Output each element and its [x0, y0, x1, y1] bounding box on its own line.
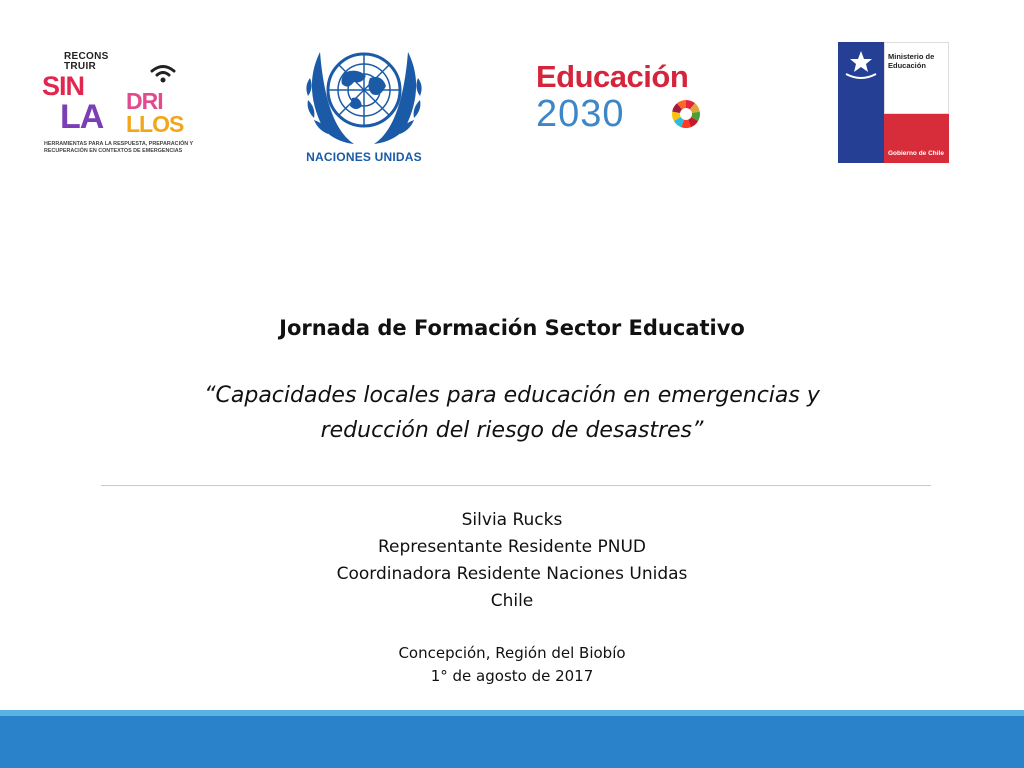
footer-bar	[0, 716, 1024, 768]
ministerio-educacion-logo	[838, 42, 949, 163]
logo-strip	[0, 0, 1024, 190]
logo-llos: LLOS	[126, 111, 184, 137]
presenter-block	[0, 507, 1024, 615]
presenter-role-2: Coordinadora Residente Naciones Unidas	[336, 564, 688, 584]
logo-la: LA	[60, 98, 104, 136]
educacion-text: Educación	[536, 59, 689, 94]
reconstruir-sin-ladrillos-logo	[40, 50, 210, 160]
subtitle-line-1: “Capacidades locales para educación en emergencias y	[204, 383, 820, 408]
logo-dri: DRI	[126, 88, 163, 114]
logo-dri-text	[126, 89, 163, 113]
slide-subtitle	[112, 378, 912, 448]
un-emblem-icon	[296, 38, 432, 150]
logo-recons-line: RECONS	[64, 51, 109, 62]
place-date-block	[0, 642, 1024, 688]
sdg-wheel-icon	[670, 98, 702, 130]
logo-llos-text	[126, 112, 183, 136]
event-date: 1° de agosto de 2017	[430, 667, 594, 685]
divider-line	[101, 485, 931, 486]
event-place: Concepción, Región del Biobío	[398, 644, 626, 662]
presenter-role-1: Representante Residente PNUD	[378, 537, 646, 557]
year-2030-text: 2030	[536, 93, 625, 135]
logo-tagline: HERRAMIENTAS PARA LA RESPUESTA, PREPARACIÓN Y RECUPERACIÓN EN CONTEXTOS DE EMERGENCIAS	[44, 141, 194, 154]
wifi-icon	[148, 62, 178, 84]
logo-recons-text	[64, 52, 109, 72]
chile-crest-icon	[842, 48, 880, 82]
ministerio-title: Ministerio de Educación	[888, 52, 935, 70]
logo-sin: SIN	[42, 71, 85, 101]
subtitle-line-2: reducción del riesgo de desastres”	[320, 418, 704, 443]
united-nations-logo	[296, 38, 432, 166]
un-label: NACIONES UNIDAS	[306, 150, 422, 164]
logo-la-text	[60, 100, 103, 134]
presenter-country: Chile	[490, 591, 534, 611]
presenter-name: Silvia Rucks	[461, 510, 563, 530]
slide-title: Jornada de Formación Sector Educativo	[279, 316, 745, 340]
educacion-2030-logo	[536, 60, 706, 140]
logo-sin-text	[42, 72, 84, 100]
gobierno-de-chile-text: Gobierno de Chile	[888, 150, 944, 157]
logo-truir-line: TRUIR	[64, 61, 97, 72]
